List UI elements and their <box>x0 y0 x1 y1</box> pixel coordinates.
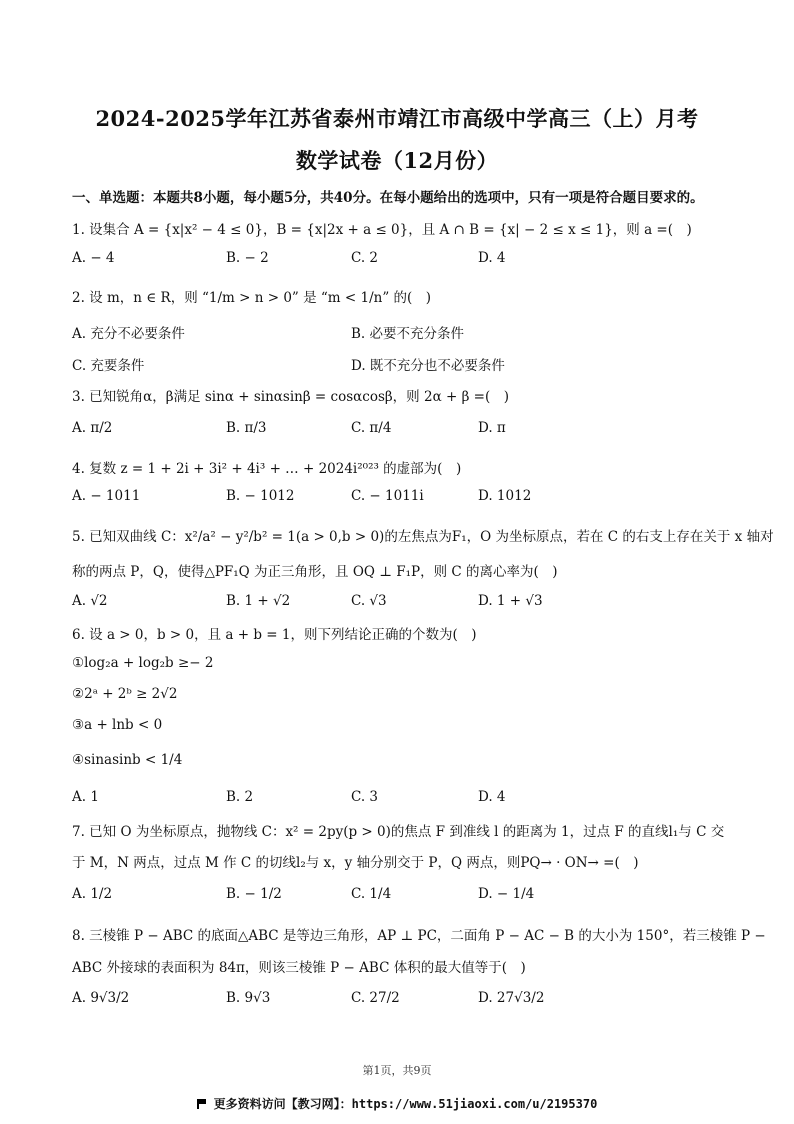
q2-option-a: A. 充分不必要条件 <box>72 326 185 342</box>
q3-option-b: B. π/3 <box>226 420 267 436</box>
question-4-stem: 4. 复数 z = 1 + 2i + 3i² + 4i³ + … + 2024i²⁰²³ 的虚部为( ) <box>72 461 462 477</box>
q6-option-d: D. 4 <box>478 789 506 805</box>
q5-option-c: C. √3 <box>351 593 387 609</box>
q1-option-d: D. 4 <box>478 250 506 266</box>
question-8-stem-line2: ABC 外接球的表面积为 84π，则该三棱锥 P − ABC 体积的最大值等于( ) <box>72 960 526 976</box>
q6-option-a: A. 1 <box>72 789 99 805</box>
question-7-stem-line2: 于 M，N 两点，过点 M 作 C 的切线l₂与 x，y 轴分别交于 P，Q 两点，则PQ→ · ON→ =( ) <box>72 855 639 871</box>
q4-option-c: C. − 1011i <box>351 488 424 504</box>
question-7-stem-line1: 7. 已知 O 为坐标原点，抛物线 C：x² = 2py(p > 0)的焦点 F 到准线 l 的距离为 1，过点 F 的直线l₁与 C 交 <box>72 824 725 840</box>
q3-option-c: C. π/4 <box>351 420 392 436</box>
question-5-stem-line2: 称的两点 P，Q，使得△PF₁Q 为正三角形，且 OQ ⊥ F₁P，则 C 的离心率为( ) <box>72 564 558 580</box>
flag-icon <box>197 1099 208 1109</box>
q2-option-c: C. 充要条件 <box>72 358 145 374</box>
q8-option-a: A. 9√3/2 <box>72 990 130 1006</box>
q5-option-d: D. 1 + √3 <box>478 593 543 609</box>
question-6-stem: 6. 设 a > 0，b > 0，且 a + b = 1，则下列结论正确的个数为( ) <box>72 627 477 643</box>
exam-title-line1: 2024-2025学年江苏省泰州市靖江市高级中学高三（上）月考 <box>95 106 699 131</box>
q1-option-b: B. − 2 <box>226 250 269 266</box>
q4-option-b: B. − 1012 <box>226 488 295 504</box>
q1-option-c: C. 2 <box>351 250 379 266</box>
question-2-stem: 2. 设 m，n ∈ R，则 “1/m > n > 0” 是 “m < 1/n” 的( ) <box>72 290 432 306</box>
question-3-stem: 3. 已知锐角α，β满足 sinα + sinαsinβ = cosαcosβ，则 2α + β =( ) <box>72 389 510 405</box>
q2-option-b: B. 必要不充分条件 <box>351 326 465 342</box>
question-1-stem: 1. 设集合 A = {x|x² − 4 ≤ 0}，B = {x|2x + a ≤ 0}，且 A ∩ B = {x| − 2 ≤ x ≤ 1}，则 a =( ) <box>72 222 692 238</box>
page-number: 第1页，共9页 <box>362 1064 432 1077</box>
q7-option-c: C. 1/4 <box>351 886 392 902</box>
section-header: 一、单选题：本题共8小题，每小题5分，共40分。在每小题给出的选项中，只有一项是符合题目要求的。 <box>72 190 704 206</box>
question-5-stem-line1: 5. 已知双曲线 C：x²/a² − y²/b² = 1(a > 0,b > 0)的左焦点为F₁，O 为坐标原点，若在 C 的右支上存在关于 x 轴对 <box>72 529 774 545</box>
q6-statement-3: ③a + lnb < 0 <box>72 717 163 733</box>
q5-option-a: A. √2 <box>72 593 108 609</box>
q7-option-b: B. − 1/2 <box>226 886 282 902</box>
q1-option-a: A. − 4 <box>72 250 115 266</box>
q8-option-c: C. 27/2 <box>351 990 400 1006</box>
q2-option-d: D. 既不充分也不必要条件 <box>351 358 505 374</box>
q7-option-d: D. − 1/4 <box>478 886 535 902</box>
resource-link-text[interactable]: 更多资料访问【教习网】：https://www.51jiaoxi.com/u/2195370 <box>213 1097 598 1111</box>
q3-option-d: D. π <box>478 420 506 436</box>
exam-title-line2: 数学试卷（12月份） <box>295 148 499 173</box>
q6-statement-2: ②2ᵃ + 2ᵇ ≥ 2√2 <box>72 686 178 702</box>
q6-option-c: C. 3 <box>351 789 379 805</box>
question-8-stem-line1: 8. 三棱锥 P − ABC 的底面△ABC 是等边三角形，AP ⊥ PC，二面角 P − AC − B 的大小为 150°，若三棱锥 P − <box>72 928 766 944</box>
q6-statement-4: ④sinasinb < 1/4 <box>72 752 183 768</box>
q6-statement-1: ①log₂a + log₂b ≥− 2 <box>72 655 214 671</box>
q6-option-b: B. 2 <box>226 789 254 805</box>
q5-option-b: B. 1 + √2 <box>226 593 291 609</box>
q4-option-a: A. − 1011 <box>72 488 141 504</box>
q7-option-a: A. 1/2 <box>72 886 113 902</box>
q4-option-d: D. 1012 <box>478 488 532 504</box>
resource-link[interactable] <box>0 1095 794 1112</box>
q8-option-d: D. 27√3/2 <box>478 990 545 1006</box>
q8-option-b: B. 9√3 <box>226 990 271 1006</box>
q3-option-a: A. π/2 <box>72 420 113 436</box>
